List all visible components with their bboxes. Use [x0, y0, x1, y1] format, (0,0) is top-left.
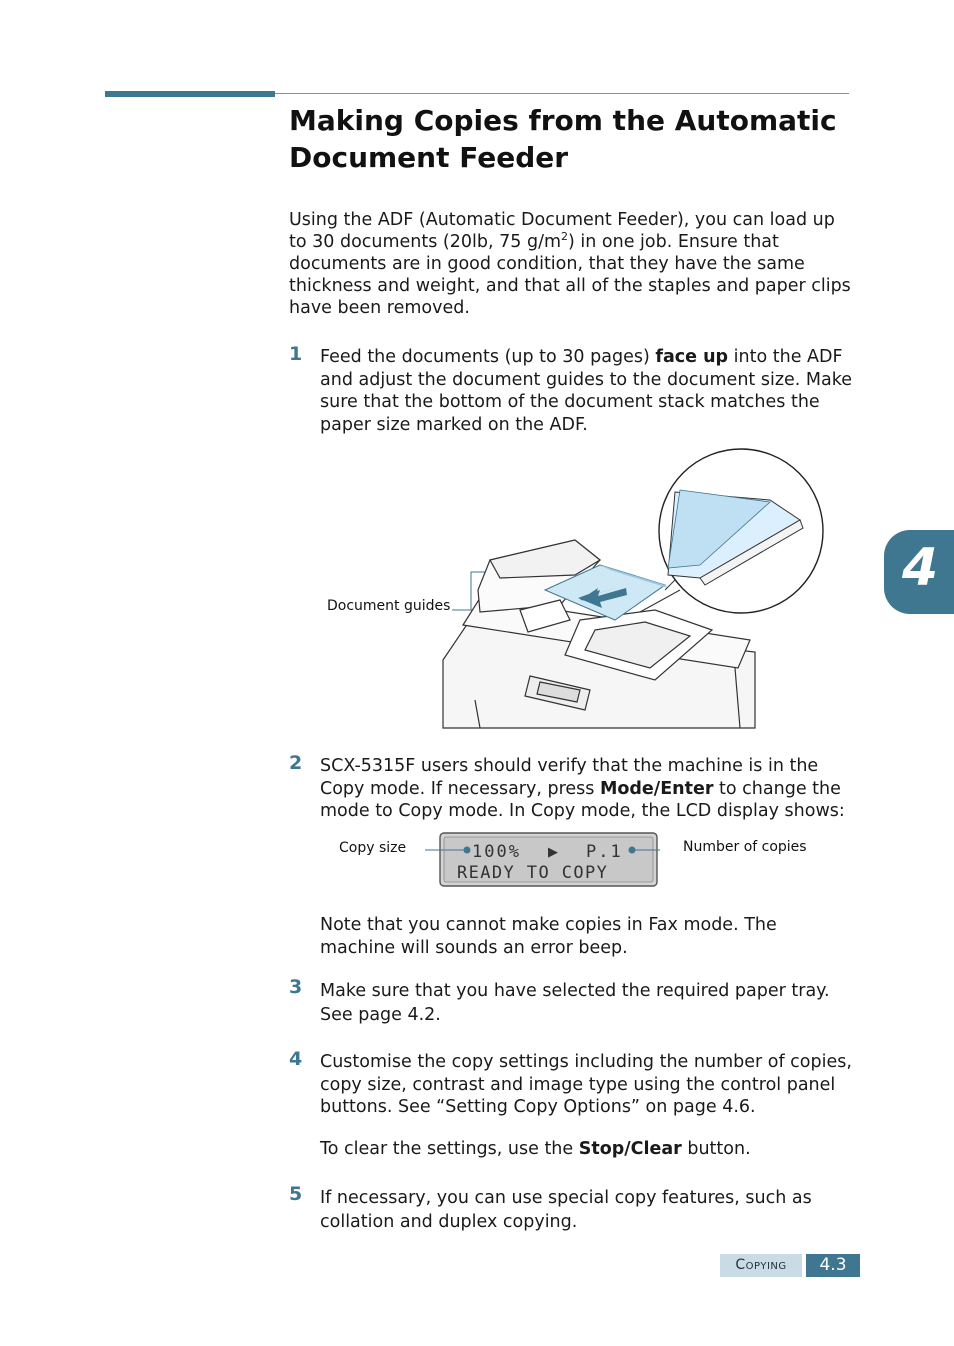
step1-text-pre: Feed the documents (up to 30 pages): [320, 347, 656, 367]
step4-subtext: [320, 1138, 855, 1161]
intro-superscript: 2: [561, 230, 569, 244]
title-line-2: Document Feeder: [289, 141, 569, 174]
step2-text-bold: Mode/Enter: [599, 778, 714, 799]
step-text-2: [320, 755, 855, 823]
step-number-5: 5: [289, 1183, 303, 1205]
step4-sub-pre: To clear the settings, use the: [320, 1139, 579, 1159]
step4-sub-bold: Stop/Clear: [578, 1139, 682, 1159]
footer-page-number: 4.3: [806, 1254, 860, 1277]
step-text-5: If necessary, you can use special copy features, such as collation and duplex copying.: [320, 1188, 812, 1232]
document-guides-label: Document guides: [327, 598, 451, 614]
copy-size-label: Copy size: [339, 840, 407, 856]
chapter-number: 4: [902, 538, 939, 598]
step4-sub-post: button.: [681, 1139, 751, 1159]
number-of-copies-label: Number of copies: [683, 839, 807, 855]
lcd-display: [420, 828, 680, 892]
step-number-3: 3: [289, 976, 303, 998]
step2-note: Note that you cannot make copies in Fax mode. The machine will sounds an error beep.: [320, 915, 777, 958]
footer-section-name: Copying: [720, 1254, 802, 1277]
step1-text-bold: face up: [655, 347, 729, 367]
title-line-1: Making Copies from the Automatic: [289, 104, 837, 137]
step-number-4: 4: [289, 1048, 303, 1070]
intro-text-2: ) in one job. Ensure that documents are in good condition, that they have the same thickness and weight, and that all of the staples and paper clips have been removed.: [289, 232, 851, 318]
step-number-1: 1: [289, 343, 303, 365]
lcd-zoom-value: 100%: [472, 842, 521, 862]
lcd-copies-value: P.1: [586, 842, 623, 862]
step-number-2: 2: [289, 752, 303, 774]
step1-text-post: into the ADF and adjust the document guides to the document size. Make sure that the bottom of the document stack matches the paper size marked on the ADF.: [320, 347, 852, 435]
step-text-3: Make sure that you have selected the required paper tray. See page 4.2.: [320, 981, 830, 1025]
step-text-4: Customise the copy settings including the number of copies, copy size, contrast and image type using the control panel buttons. See “Setting Copy Options” on page 4.6.: [320, 1052, 852, 1117]
lcd-arrow-icon: ▶: [548, 845, 558, 860]
intro-text-1: Using the ADF (Automatic Document Feeder), you can load up to 30 documents (20lb, 75 g/m: [289, 210, 835, 252]
zoom-detail-circle: [640, 449, 823, 613]
step2-text-pre: SCX-5315F users should verify that the machine is in the Copy mode. If necessary, press: [320, 756, 819, 799]
chapter-tab: [884, 530, 954, 614]
lcd-status-text: READY TO COPY: [457, 863, 609, 883]
step2-text-post: to change the mode to Copy mode. In Copy mode, the LCD display shows:: [320, 778, 845, 821]
